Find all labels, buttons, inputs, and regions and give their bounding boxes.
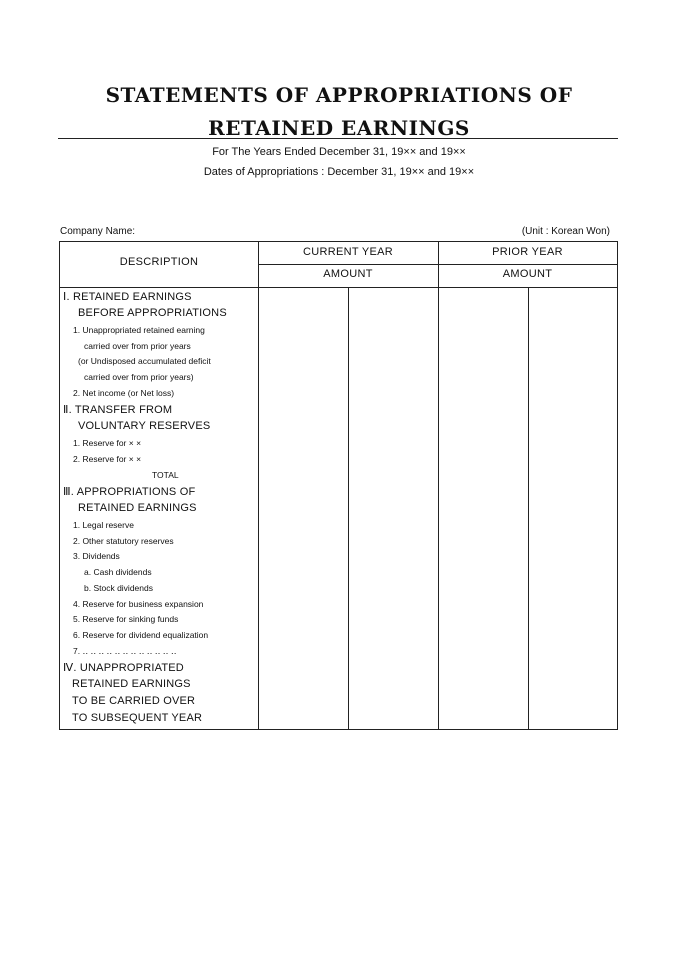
header-current-amount: AMOUNT [323, 268, 373, 280]
row-section-4-line3: TO BE CARRIED OVER [72, 695, 196, 707]
row-section-4-title: Ⅳ. UNAPPROPRIATED [63, 662, 184, 674]
row-reserve-2: 2. Reserve for × × [73, 454, 142, 464]
row-sinking-funds: 5. Reserve for sinking funds [73, 614, 179, 624]
row-dividends: 3. Dividends [73, 551, 120, 561]
row-other-statutory: 2. Other statutory reserves [73, 536, 174, 546]
row-undisposed-deficit: (or Undisposed accumulated deficit [78, 356, 211, 366]
row-business-expansion: 4. Reserve for business expansion [73, 599, 204, 609]
statement-title-line2: RETAINED EARNINGS [208, 116, 470, 140]
row-legal-reserve: 1. Legal reserve [73, 520, 134, 530]
unit-label: (Unit : Korean Won) [521, 226, 610, 237]
divider-prior-year [438, 242, 439, 729]
row-section-4-line2: RETAINED EARNINGS [72, 678, 191, 690]
appropriation-dates-subtitle: Dates of Appropriations : December 31, 19×× and 19×× [203, 166, 475, 178]
period-subtitle: For The Years Ended December 31, 19×× and 19×× [212, 146, 466, 158]
row-section-1-title-cont: BEFORE APPROPRIATIONS [78, 307, 227, 319]
row-unappropriated-retained: 1. Unappropriated retained earning [73, 325, 205, 335]
header-current-year: CURRENT YEAR [303, 246, 393, 258]
header-prior-amount: AMOUNT [502, 268, 553, 280]
row-undisposed-deficit-cont: carried over from prior years) [84, 372, 194, 382]
row-dividend-equalization: 6. Reserve for dividend equalization [73, 630, 209, 640]
header-description: DESCRIPTION [119, 256, 199, 268]
row-item-7: 7. ‥ ‥ ‥ ‥ ‥ ‥ ‥ ‥ ‥ ‥ ‥ ‥ [73, 646, 177, 656]
divider-current-subcol [348, 287, 349, 729]
statement-title-line1: STATEMENTS OF APPROPRIATIONS OF [105, 83, 573, 107]
title-underline [58, 138, 618, 139]
appropriations-table [59, 241, 618, 730]
divider-header-mid [258, 264, 617, 265]
company-name-label: Company Name: [60, 226, 136, 237]
row-section-2-title-cont: VOLUNTARY RESERVES [78, 420, 211, 432]
divider-prior-subcol [528, 287, 529, 729]
row-stock-dividends: b. Stock dividends [84, 583, 153, 593]
row-section-1-title: Ⅰ. RETAINED EARNINGS [63, 291, 192, 303]
row-reserve-1: 1. Reserve for × × [73, 438, 142, 448]
row-cash-dividends: a. Cash dividends [84, 567, 152, 577]
row-total: TOTAL [152, 470, 179, 480]
row-unappropriated-retained-cont: carried over from prior years [84, 341, 191, 351]
row-net-income: 2. Net income (or Net loss) [73, 388, 175, 398]
divider-header-bottom [60, 287, 617, 288]
row-section-4-line4: TO SUBSEQUENT YEAR [72, 712, 203, 724]
header-prior-year: PRIOR YEAR [492, 246, 563, 258]
divider-description [258, 242, 259, 729]
row-section-2-title: Ⅱ. TRANSFER FROM [63, 404, 173, 416]
row-section-3-title-cont: RETAINED EARNINGS [78, 502, 197, 514]
row-section-3-title: Ⅲ. APPROPRIATIONS OF [63, 486, 196, 498]
